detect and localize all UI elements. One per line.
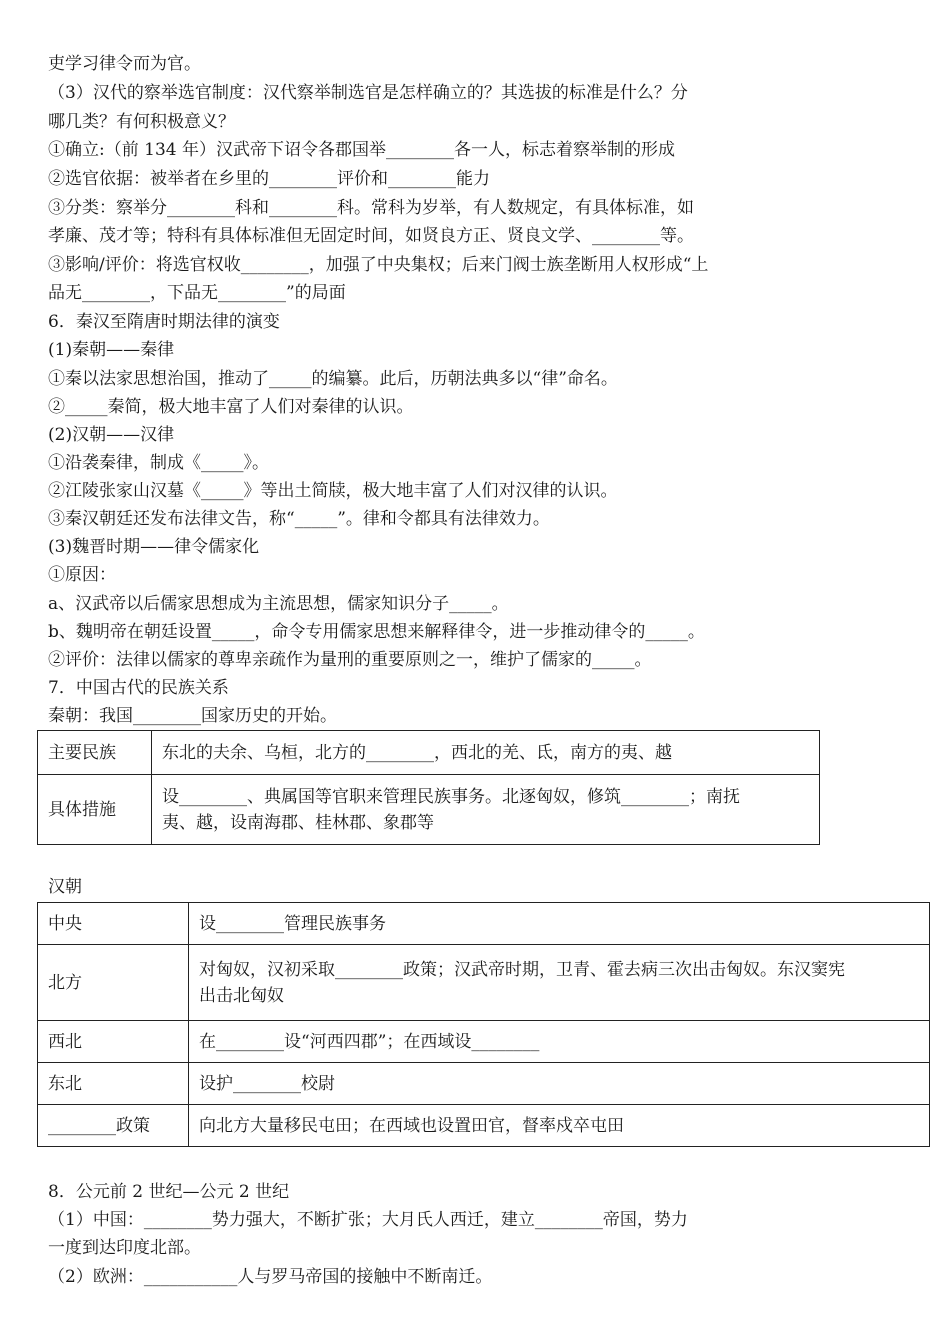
text-line: （1）中国：________势力强大，不断扩张；大月氏人西迁，建立________帝国，势力 — [48, 1210, 688, 1230]
text-line: （2）欧洲：___________人与罗马帝国的接触中不断南迁。 — [48, 1267, 493, 1287]
table-cell — [189, 1063, 930, 1105]
text-line: 孝廉、茂才等；特科有具体标准但无固定时间，如贤良方正、贤良文学、________等。 — [48, 226, 694, 246]
section-8-heading: 8．公元前 2 世纪—公元 2 世纪 — [48, 1182, 290, 1202]
subsection-heading: (1)秦朝——秦律 — [48, 340, 175, 360]
text-line: b、魏明帝在朝廷设置_____，命令专用儒家思想来解释律令，进一步推动律令的_____。 — [48, 622, 705, 642]
table-row — [38, 1105, 930, 1147]
text-line: ①沿袭秦律，制成《_____》。 — [48, 453, 269, 473]
table-row-header: 北方 — [38, 945, 189, 1021]
table-row-header: ________政策 — [38, 1105, 189, 1147]
cell-text: 夷、越，设南海郡、桂林郡、象郡等 — [162, 812, 434, 833]
text-line: ②_____秦简，极大地丰富了人们对秦律的认识。 — [48, 397, 414, 417]
section-6-heading: 6．秦汉至隋唐时期法律的演变 — [48, 312, 280, 332]
question-3-heading: （3）汉代的察举选官制度：汉代察举制选官是怎样确立的？其选拔的标准是什么？分 — [48, 83, 688, 103]
table-row — [38, 945, 930, 1021]
table-cell — [189, 945, 930, 1021]
text-line: 秦朝：我国________国家历史的开始。 — [48, 706, 337, 726]
text-line: ①确立:（前 134 年）汉武帝下诏令各郡国举________各一人，标志着察举制的形成 — [48, 140, 675, 160]
cell-text: 设________、典属国等官职来管理民族事务。北逐匈奴，修筑________；南抚 — [162, 786, 740, 807]
cell-text: 在________设“河西四郡”；在西域设________ — [199, 1031, 540, 1052]
subsection-heading: (3)魏晋时期——律令儒家化 — [48, 537, 260, 557]
table-row — [38, 731, 820, 775]
table-row-header: 西北 — [38, 1021, 189, 1063]
table-cell — [189, 1105, 930, 1147]
text-line: ②评价：法律以儒家的尊卑亲疏作为量刑的重要原则之一，维护了儒家的_____。 — [48, 650, 652, 670]
han-ethnic-table — [37, 902, 930, 1147]
table-cell — [152, 731, 820, 775]
subsection-heading: (2)汉朝——汉律 — [48, 425, 175, 445]
table-row — [38, 775, 820, 845]
section-7-heading: 7．中国古代的民族关系 — [48, 678, 229, 698]
qin-ethnic-table — [37, 730, 820, 845]
text-line: a、汉武帝以后儒家思想成为主流思想，儒家知识分子_____。 — [48, 594, 509, 614]
text-line: ③影响/评价：将选官权收________，加强了中央集权；后来门阀士族垄断用人权形成“上 — [48, 255, 709, 275]
cell-text: 出击北匈奴 — [199, 985, 284, 1006]
table-row — [38, 903, 930, 945]
text-line: 一度到达印度北部。 — [48, 1238, 201, 1258]
table-cell — [189, 903, 930, 945]
table-cell — [189, 1021, 930, 1063]
cell-text: 设________管理民族事务 — [199, 913, 386, 934]
table-row-header: 东北 — [38, 1063, 189, 1105]
cell-text: 向北方大量移民屯田；在西域也设置田官，督率戍卒屯田 — [199, 1115, 624, 1136]
table-row — [38, 1063, 930, 1105]
text-line: ②选官依据：被举者在乡里的________评价和________能力 — [48, 169, 490, 189]
table-row — [38, 1021, 930, 1063]
text-line: ③分类：察举分________科和________科。常科为岁举，有人数规定，有具体标准，如 — [48, 198, 694, 218]
text-line: 吏学习律令而为官。 — [48, 54, 201, 74]
text-line: ①原因： — [48, 565, 116, 585]
text-line: ②江陵张家山汉墓《_____》等出土简牍，极大地丰富了人们对汉律的认识。 — [48, 481, 618, 501]
cell-text: 东北的夫余、乌桓，北方的________，西北的羌、氐，南方的夷、越 — [162, 742, 672, 763]
text-line: ③秦汉朝廷还发布法律文告，称“_____”。律和令都具有法律效力。 — [48, 509, 550, 529]
cell-text: 设护________校尉 — [199, 1073, 335, 1094]
cell-text: 对匈奴，汉初采取________政策；汉武帝时期，卫青、霍去病三次出击匈奴。东汉窦宪 — [199, 959, 845, 980]
han-dynasty-label: 汉朝 — [48, 877, 82, 897]
text-line: 品无________，下品无________”的局面 — [48, 283, 346, 303]
table-row-header: 主要民族 — [38, 731, 152, 775]
text-line: ①秦以法家思想治国，推动了_____的编纂。此后，历朝法典多以“律”命名。 — [48, 369, 618, 389]
table-cell — [152, 775, 820, 845]
table-row-header: 中央 — [38, 903, 189, 945]
text-line: 哪几类？有何积极意义？ — [48, 112, 235, 132]
table-row-header: 具体措施 — [38, 775, 152, 845]
